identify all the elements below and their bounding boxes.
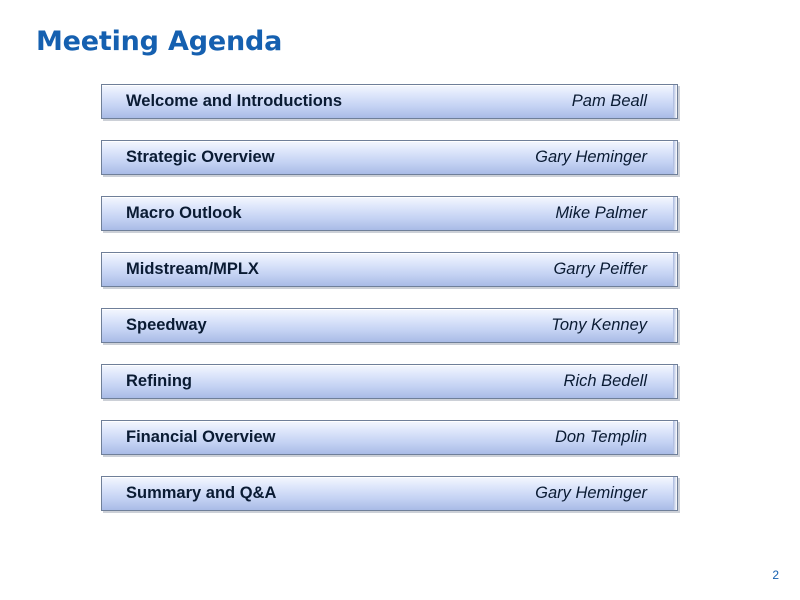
agenda-topic: Financial Overview: [126, 428, 276, 446]
agenda-topic: Refining: [126, 372, 192, 390]
page-title: Meeting Agenda: [36, 26, 283, 57]
agenda-topic: Macro Outlook: [126, 204, 242, 222]
agenda-presenter: Gary Heminger: [535, 484, 647, 502]
agenda-list: [101, 84, 678, 532]
agenda-item: [101, 196, 678, 231]
agenda-presenter: Tony Kenney: [551, 316, 647, 334]
agenda-item: [101, 364, 678, 399]
agenda-item: [101, 476, 678, 511]
agenda-presenter: Gary Heminger: [535, 148, 647, 166]
agenda-topic: Midstream/MPLX: [126, 260, 259, 278]
agenda-topic: Strategic Overview: [126, 148, 275, 166]
agenda-item: [101, 420, 678, 455]
agenda-topic: Speedway: [126, 316, 207, 334]
agenda-item: [101, 140, 678, 175]
agenda-presenter: Rich Bedell: [563, 372, 647, 390]
agenda-presenter: Don Templin: [554, 428, 647, 446]
agenda-presenter: Garry Peiffer: [553, 260, 647, 278]
agenda-topic: Summary and Q&A: [126, 484, 277, 502]
agenda-item: [101, 252, 678, 287]
agenda-presenter: Mike Palmer: [555, 204, 647, 222]
agenda-presenter: Pam Beall: [571, 92, 647, 110]
agenda-topic: Welcome and Introductions: [126, 92, 343, 110]
agenda-item: [101, 308, 678, 343]
page-number: 2: [772, 568, 779, 582]
agenda-item: [101, 84, 678, 119]
